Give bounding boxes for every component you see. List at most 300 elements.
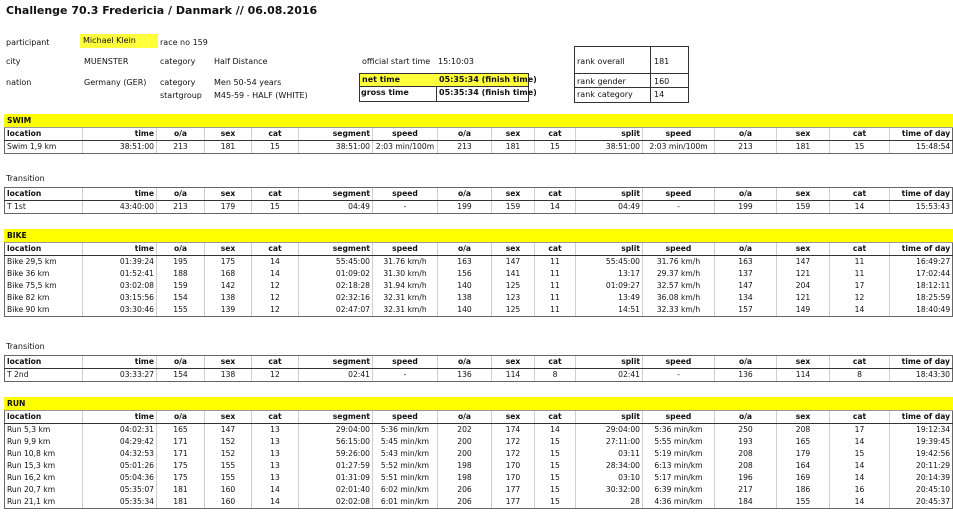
column-header: speed <box>643 411 715 424</box>
gross-time-label: gross time <box>361 88 409 97</box>
column-header: time of day <box>890 411 953 424</box>
table-cell: 4:36 min/km <box>643 496 715 509</box>
column-header: time of day <box>890 356 953 369</box>
table-cell: 159 <box>492 201 535 214</box>
column-header: o/a <box>715 128 777 141</box>
column-header: o/a <box>715 356 777 369</box>
table-cell: 5:51 min/km <box>373 472 438 484</box>
table-cell: 137 <box>715 268 777 280</box>
location-cell: Bike 75,5 km <box>5 280 83 292</box>
column-header: sex <box>492 128 535 141</box>
city-value: MUENSTER <box>84 57 129 66</box>
table-cell: 27:11:00 <box>576 436 643 448</box>
table-cell: 168 <box>205 268 252 280</box>
startgroup-label: startgroup <box>160 91 202 100</box>
table-cell: 36.08 km/h <box>643 292 715 304</box>
table-cell: 186 <box>777 484 830 496</box>
table-cell: 11 <box>535 304 576 317</box>
column-header: speed <box>643 128 715 141</box>
column-header: location <box>5 243 83 256</box>
column-header: segment <box>299 356 373 369</box>
column-header: cat <box>535 243 576 256</box>
table-cell: 165 <box>777 436 830 448</box>
column-header: time <box>83 188 157 201</box>
column-header: sex <box>777 411 830 424</box>
table-row <box>5 460 953 472</box>
table-cell: 206 <box>438 484 492 496</box>
table-cell: 177 <box>492 484 535 496</box>
location-cell: Swim 1,9 km <box>5 141 83 154</box>
table-cell: 59:26:00 <box>299 448 373 460</box>
table-cell: 11 <box>830 256 890 269</box>
column-header: o/a <box>157 128 205 141</box>
table-cell: 14 <box>830 304 890 317</box>
table-cell: 03:33:27 <box>83 369 157 382</box>
table-cell: 02:02:08 <box>299 496 373 509</box>
column-header: speed <box>643 243 715 256</box>
table-cell: 163 <box>715 256 777 269</box>
table-cell: 140 <box>438 280 492 292</box>
table-cell: 04:49 <box>299 201 373 214</box>
net-time-value: 05:35:34 (finish time) <box>439 75 537 84</box>
table-cell: 15 <box>252 141 299 154</box>
column-header: sex <box>492 188 535 201</box>
rank-gender-value: 160 <box>654 77 670 86</box>
column-header: o/a <box>438 356 492 369</box>
table-cell: 6:02 min/km <box>373 484 438 496</box>
table-cell: 03:30:46 <box>83 304 157 317</box>
table-cell: 20:11:29 <box>890 460 953 472</box>
participant-label: participant <box>6 38 50 47</box>
table-cell: 18:43:30 <box>890 369 953 382</box>
table-cell: 164 <box>777 460 830 472</box>
table-cell: 14 <box>535 201 576 214</box>
table-cell: 13 <box>252 448 299 460</box>
table-cell: 170 <box>492 460 535 472</box>
column-header: sex <box>492 411 535 424</box>
column-header: o/a <box>715 411 777 424</box>
table-row <box>5 472 953 484</box>
table-cell: 01:52:41 <box>83 268 157 280</box>
table-cell: 172 <box>492 436 535 448</box>
table-cell: 02:41 <box>299 369 373 382</box>
table-cell: 11 <box>535 256 576 269</box>
official-start-label: official start time <box>362 57 431 66</box>
table-cell: 141 <box>492 268 535 280</box>
table-cell: 156 <box>438 268 492 280</box>
table-cell: 169 <box>777 472 830 484</box>
category2-label: category <box>160 78 196 87</box>
table-cell: 175 <box>205 256 252 269</box>
city-label: city <box>6 57 21 66</box>
column-header: cat <box>252 188 299 201</box>
category2-value: Men 50-54 years <box>214 78 282 87</box>
column-header: split <box>576 411 643 424</box>
category-label: category <box>160 57 196 66</box>
table-cell: 12 <box>252 292 299 304</box>
column-header: speed <box>373 188 438 201</box>
table-row <box>5 484 953 496</box>
table-cell: 198 <box>438 472 492 484</box>
column-header: sex <box>205 356 252 369</box>
table-cell: 02:41 <box>576 369 643 382</box>
table-cell: 5:36 min/km <box>373 424 438 437</box>
table-cell: 200 <box>438 436 492 448</box>
table-cell: 6:39 min/km <box>643 484 715 496</box>
table-cell: 159 <box>777 201 830 214</box>
table-row <box>5 256 953 269</box>
swim-section-header <box>5 115 953 128</box>
column-header: sex <box>492 243 535 256</box>
table-cell: 155 <box>777 496 830 509</box>
table-cell: 5:36 min/km <box>643 424 715 437</box>
table-cell: 01:31:09 <box>299 472 373 484</box>
column-header: cat <box>830 188 890 201</box>
time-box-divider <box>360 86 528 87</box>
column-header: sex <box>205 411 252 424</box>
table-cell: 05:01:26 <box>83 460 157 472</box>
table-cell: 14 <box>830 201 890 214</box>
column-header: cat <box>830 243 890 256</box>
column-header: speed <box>373 356 438 369</box>
column-header-row <box>5 128 953 141</box>
column-header: time <box>83 128 157 141</box>
table-cell: 125 <box>492 280 535 292</box>
table-cell: 13:49 <box>576 292 643 304</box>
table-cell: 19:39:45 <box>890 436 953 448</box>
column-header: time of day <box>890 188 953 201</box>
table-cell: 121 <box>777 292 830 304</box>
table-cell: 11 <box>830 268 890 280</box>
table-cell: 20:45:37 <box>890 496 953 509</box>
table-cell: 188 <box>157 268 205 280</box>
table-cell: 29.37 km/h <box>643 268 715 280</box>
table-cell: 28:34:00 <box>576 460 643 472</box>
column-header: o/a <box>157 356 205 369</box>
table-cell: 11 <box>535 280 576 292</box>
table-cell: 142 <box>205 280 252 292</box>
column-header-row <box>5 356 953 369</box>
table-cell: 149 <box>777 304 830 317</box>
column-header: cat <box>252 356 299 369</box>
table-cell: 5:52 min/km <box>373 460 438 472</box>
table-cell: 13 <box>252 472 299 484</box>
table-cell: 157 <box>715 304 777 317</box>
table-cell: 15 <box>830 141 890 154</box>
page-title: Challenge 70.3 Fredericia / Danmark // 06.08.2016 <box>6 4 318 17</box>
column-header: segment <box>299 411 373 424</box>
rank-box-divider-1 <box>574 73 688 74</box>
column-header: speed <box>643 188 715 201</box>
table-cell: 15 <box>535 448 576 460</box>
table-cell: 04:32:53 <box>83 448 157 460</box>
table-cell: 5:43 min/km <box>373 448 438 460</box>
table-cell: 14 <box>252 496 299 509</box>
table-cell: 13 <box>252 460 299 472</box>
table-cell: 125 <box>492 304 535 317</box>
table-cell: 198 <box>438 460 492 472</box>
table-cell: 13 <box>252 436 299 448</box>
location-cell: Run 20,7 km <box>5 484 83 496</box>
table-cell: 14 <box>252 256 299 269</box>
table-cell: 29:04:00 <box>299 424 373 437</box>
run-section-label: RUN <box>5 398 953 411</box>
table-cell: 172 <box>492 448 535 460</box>
nation-value: Germany (GER) <box>84 78 147 87</box>
table-cell: 05:04:36 <box>83 472 157 484</box>
location-cell: Bike 82 km <box>5 292 83 304</box>
table-cell: 15 <box>535 484 576 496</box>
net-time-label: net time <box>360 74 437 86</box>
table-cell: 174 <box>492 424 535 437</box>
column-header: sex <box>777 128 830 141</box>
column-header: o/a <box>438 188 492 201</box>
table-row <box>5 369 953 382</box>
column-header-row <box>5 188 953 201</box>
table-cell: 03:15:56 <box>83 292 157 304</box>
column-header: cat <box>252 128 299 141</box>
table-cell: 152 <box>205 436 252 448</box>
column-header: segment <box>299 188 373 201</box>
column-header: cat <box>830 356 890 369</box>
table-cell: 04:02:31 <box>83 424 157 437</box>
table-cell: - <box>373 369 438 382</box>
run-table <box>4 397 953 509</box>
location-cell: T 2nd <box>5 369 83 382</box>
table-cell: - <box>643 201 715 214</box>
table-cell: 18:40:49 <box>890 304 953 317</box>
column-header: time of day <box>890 128 953 141</box>
table-cell: 5:45 min/km <box>373 436 438 448</box>
table-cell: 20:14:39 <box>890 472 953 484</box>
table-cell: 01:09:02 <box>299 268 373 280</box>
table-cell: 11 <box>535 268 576 280</box>
table-cell: 02:32:16 <box>299 292 373 304</box>
table-cell: 19:42:56 <box>890 448 953 460</box>
table-cell: 32.33 km/h <box>643 304 715 317</box>
location-cell: Run 16,2 km <box>5 472 83 484</box>
table-cell: 15 <box>535 472 576 484</box>
column-header: time of day <box>890 243 953 256</box>
table-cell: 38:51:00 <box>83 141 157 154</box>
column-header: speed <box>373 411 438 424</box>
table-cell: - <box>643 369 715 382</box>
table-cell: 14:51 <box>576 304 643 317</box>
table-cell: 13:17 <box>576 268 643 280</box>
participant-name: Michael Klein <box>80 34 158 48</box>
table-cell: 202 <box>438 424 492 437</box>
table-cell: 14 <box>830 436 890 448</box>
table-row <box>5 304 953 317</box>
table-cell: 6:01 min/km <box>373 496 438 509</box>
table-cell: 31.30 km/h <box>373 268 438 280</box>
column-header: time <box>83 356 157 369</box>
location-cell: Bike 90 km <box>5 304 83 317</box>
table-cell: 31.76 km/h <box>643 256 715 269</box>
startgroup-value: M45-59 - HALF (WHITE) <box>214 91 308 100</box>
table-cell: 208 <box>715 460 777 472</box>
table-cell: 154 <box>157 369 205 382</box>
table-cell: 208 <box>777 424 830 437</box>
bike-section-label: BIKE <box>5 230 953 243</box>
table-cell: 20:45:10 <box>890 484 953 496</box>
column-header: split <box>576 243 643 256</box>
table-cell: 14 <box>830 496 890 509</box>
table-cell: 15:48:54 <box>890 141 953 154</box>
table-cell: 05:35:07 <box>83 484 157 496</box>
table-cell: 14 <box>535 424 576 437</box>
column-header: segment <box>299 128 373 141</box>
column-header: cat <box>252 243 299 256</box>
table-cell: 184 <box>715 496 777 509</box>
column-header: o/a <box>157 188 205 201</box>
table-cell: 2:03 min/100m <box>373 141 438 154</box>
table-row <box>5 424 953 437</box>
table-cell: 200 <box>438 448 492 460</box>
table-cell: 31.94 km/h <box>373 280 438 292</box>
table-cell: 213 <box>715 141 777 154</box>
table-cell: 05:35:34 <box>83 496 157 509</box>
column-header: speed <box>373 243 438 256</box>
table-cell: 14 <box>252 268 299 280</box>
table-cell: 14 <box>830 472 890 484</box>
table-cell: 179 <box>205 201 252 214</box>
table-cell: 147 <box>777 256 830 269</box>
table-cell: 8 <box>535 369 576 382</box>
column-header: sex <box>205 188 252 201</box>
table-cell: 15 <box>535 141 576 154</box>
column-header: speed <box>643 356 715 369</box>
table-cell: 17 <box>830 280 890 292</box>
official-start-value: 15:10:03 <box>438 57 474 66</box>
table-cell: - <box>373 201 438 214</box>
column-header: o/a <box>715 243 777 256</box>
location-cell: Run 15,3 km <box>5 460 83 472</box>
table-cell: 43:40:00 <box>83 201 157 214</box>
rank-category-value: 14 <box>654 90 665 99</box>
rank-gender-label: rank gender <box>577 77 626 86</box>
rank-overall-label: rank overall <box>577 57 625 66</box>
column-header: location <box>5 356 83 369</box>
table-cell: 163 <box>438 256 492 269</box>
table-cell: 140 <box>438 304 492 317</box>
table-cell: 01:27:59 <box>299 460 373 472</box>
table-cell: 199 <box>715 201 777 214</box>
table-cell: 38:51:00 <box>299 141 373 154</box>
column-header: o/a <box>438 411 492 424</box>
table-cell: 02:47:07 <box>299 304 373 317</box>
table-row <box>5 448 953 460</box>
run-section-header <box>5 398 953 411</box>
table-row <box>5 201 953 214</box>
table-cell: 213 <box>157 141 205 154</box>
rank-category-label: rank category <box>577 90 633 99</box>
race-number: race no 159 <box>160 38 208 47</box>
table-cell: 12 <box>830 292 890 304</box>
column-header: location <box>5 411 83 424</box>
table-cell: 193 <box>715 436 777 448</box>
table-cell: 213 <box>157 201 205 214</box>
location-cell: Bike 36 km <box>5 268 83 280</box>
table-cell: 138 <box>438 292 492 304</box>
nation-label: nation <box>6 78 32 87</box>
location-cell: Run 5,3 km <box>5 424 83 437</box>
table-cell: 181 <box>492 141 535 154</box>
column-header: cat <box>535 128 576 141</box>
location-cell: T 1st <box>5 201 83 214</box>
table-cell: 175 <box>157 472 205 484</box>
table-cell: 28 <box>576 496 643 509</box>
column-header: o/a <box>715 188 777 201</box>
table-cell: 139 <box>205 304 252 317</box>
table-cell: 155 <box>205 460 252 472</box>
table-cell: 12 <box>252 280 299 292</box>
table-cell: 134 <box>715 292 777 304</box>
table-cell: 204 <box>777 280 830 292</box>
table-cell: 55:45:00 <box>576 256 643 269</box>
table-cell: 32.57 km/h <box>643 280 715 292</box>
table-cell: 121 <box>777 268 830 280</box>
table-cell: 04:29:42 <box>83 436 157 448</box>
table-cell: 14 <box>252 484 299 496</box>
table-cell: 01:39:24 <box>83 256 157 269</box>
column-header: time <box>83 243 157 256</box>
location-cell: Run 9,9 km <box>5 436 83 448</box>
table-cell: 17 <box>830 424 890 437</box>
table-cell: 160 <box>205 496 252 509</box>
category-value: Half Distance <box>214 57 268 66</box>
table-cell: 170 <box>492 472 535 484</box>
table-cell: 154 <box>157 292 205 304</box>
swim-section-label: SWIM <box>5 115 953 128</box>
table-cell: 12 <box>252 304 299 317</box>
table-cell: 196 <box>715 472 777 484</box>
table-cell: 114 <box>777 369 830 382</box>
table-cell: 181 <box>157 484 205 496</box>
table-cell: 136 <box>715 369 777 382</box>
table-cell: 206 <box>438 496 492 509</box>
table-cell: 179 <box>777 448 830 460</box>
table-cell: 5:19 min/km <box>643 448 715 460</box>
table-cell: 159 <box>157 280 205 292</box>
table-cell: 38:51:00 <box>576 141 643 154</box>
table-cell: 8 <box>830 369 890 382</box>
column-header: sex <box>777 356 830 369</box>
column-header: cat <box>535 356 576 369</box>
column-header: time <box>83 411 157 424</box>
column-header: sex <box>777 243 830 256</box>
table-cell: 199 <box>438 201 492 214</box>
table-cell: 114 <box>492 369 535 382</box>
table-cell: 195 <box>157 256 205 269</box>
table-cell: 30:32:00 <box>576 484 643 496</box>
table-cell: 01:09:27 <box>576 280 643 292</box>
table-cell: 29:04:00 <box>576 424 643 437</box>
t1-section-label: Transition <box>6 174 45 183</box>
column-header: cat <box>830 128 890 141</box>
column-header: o/a <box>157 411 205 424</box>
location-cell: Bike 29,5 km <box>5 256 83 269</box>
table-cell: 17:02:44 <box>890 268 953 280</box>
table-cell: 213 <box>438 141 492 154</box>
table-row <box>5 496 953 509</box>
table-cell: 31.76 km/h <box>373 256 438 269</box>
table-cell: 155 <box>205 472 252 484</box>
column-header: cat <box>830 411 890 424</box>
table-cell: 208 <box>715 448 777 460</box>
gross-time-value: 05:35:34 (finish time) <box>439 88 537 97</box>
location-cell: Run 10,8 km <box>5 448 83 460</box>
